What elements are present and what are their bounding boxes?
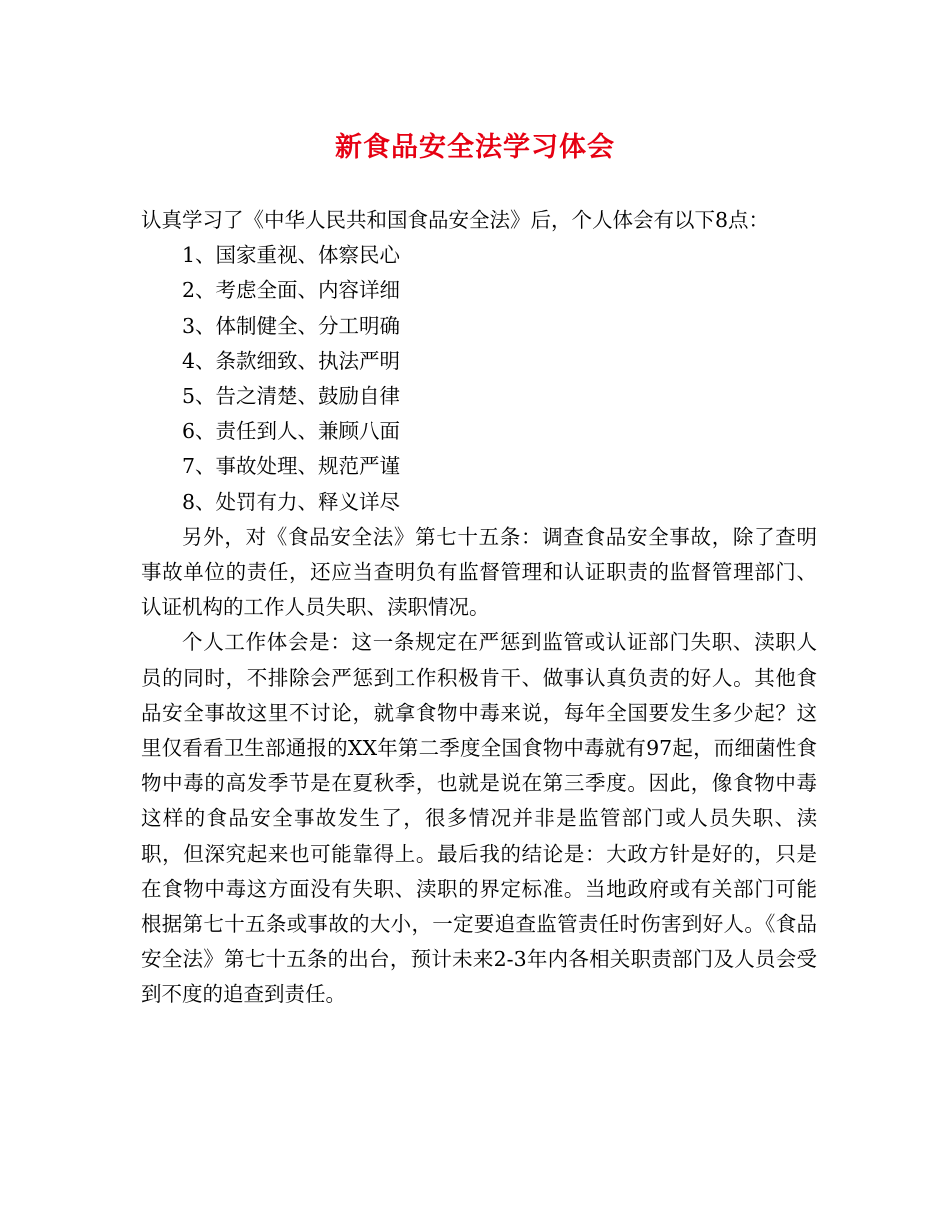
list-item: 3、体制健全、分工明确 — [182, 313, 401, 338]
intro-paragraph: 认真学习了《中华人民共和国食品安全法》后，个人体会有以下8点： — [141, 208, 770, 232]
list-item: 7、事故处理、规范严谨 — [182, 454, 401, 479]
list-item: 2、考虑全面、内容详细 — [182, 278, 401, 303]
document-title: 新食品安全法学习体会 — [335, 132, 615, 163]
list-item: 6、责任到人、兼顾八面 — [182, 419, 401, 444]
body-paragraph: 个人工作体会是：这一条规定在严惩到监管或认证部门失职、渎职人员的同时，不排除会严惩到工作积极肯干、做事认真负责的好人。其他食品安全事故这里不讨论，就拿食物中毒来说，每年全国要发生多少起？这里仅看看卫生部通报的XX年第二季度全国食物中毒就有97起，而细菌性食物中毒的高发季节是在夏秋季，也就是说在第三季度。因此，像食物中毒这样的食品安全事故发生了，很多情况并非是监管部门或人员失职、渎职，但深究起来也可能靠得上。最后我的结论是：大政方针是好的，只是在食物中毒这方面没有失职、渎职的界定标准。当地政府或有关部门可能根据第七十五条或事故的大小，一定要追查监管责任时伤害到好人。《食品安全法》第七十五条的出台，预计未来2-3年内各相关职责部门及人员会受到不度的追查到责任。 — [141, 630, 817, 1007]
list-item: 8、处罚有力、释义详尽 — [182, 489, 401, 514]
body-paragraph: 另外，对《食品安全法》第七十五条：调查食品安全事故，除了查明事故单位的责任，还应当查明负有监督管理和认证职责的监督管理部门、认证机构的工作人员失职、渎职情况。 — [141, 524, 817, 620]
document-body — [141, 203, 817, 1013]
list-item: 5、告之清楚、鼓励自律 — [182, 384, 401, 409]
list-item: 1、国家重视、体察民心 — [182, 243, 401, 268]
list-item: 4、条款细致、执法严明 — [182, 348, 401, 373]
points-list — [141, 238, 817, 520]
